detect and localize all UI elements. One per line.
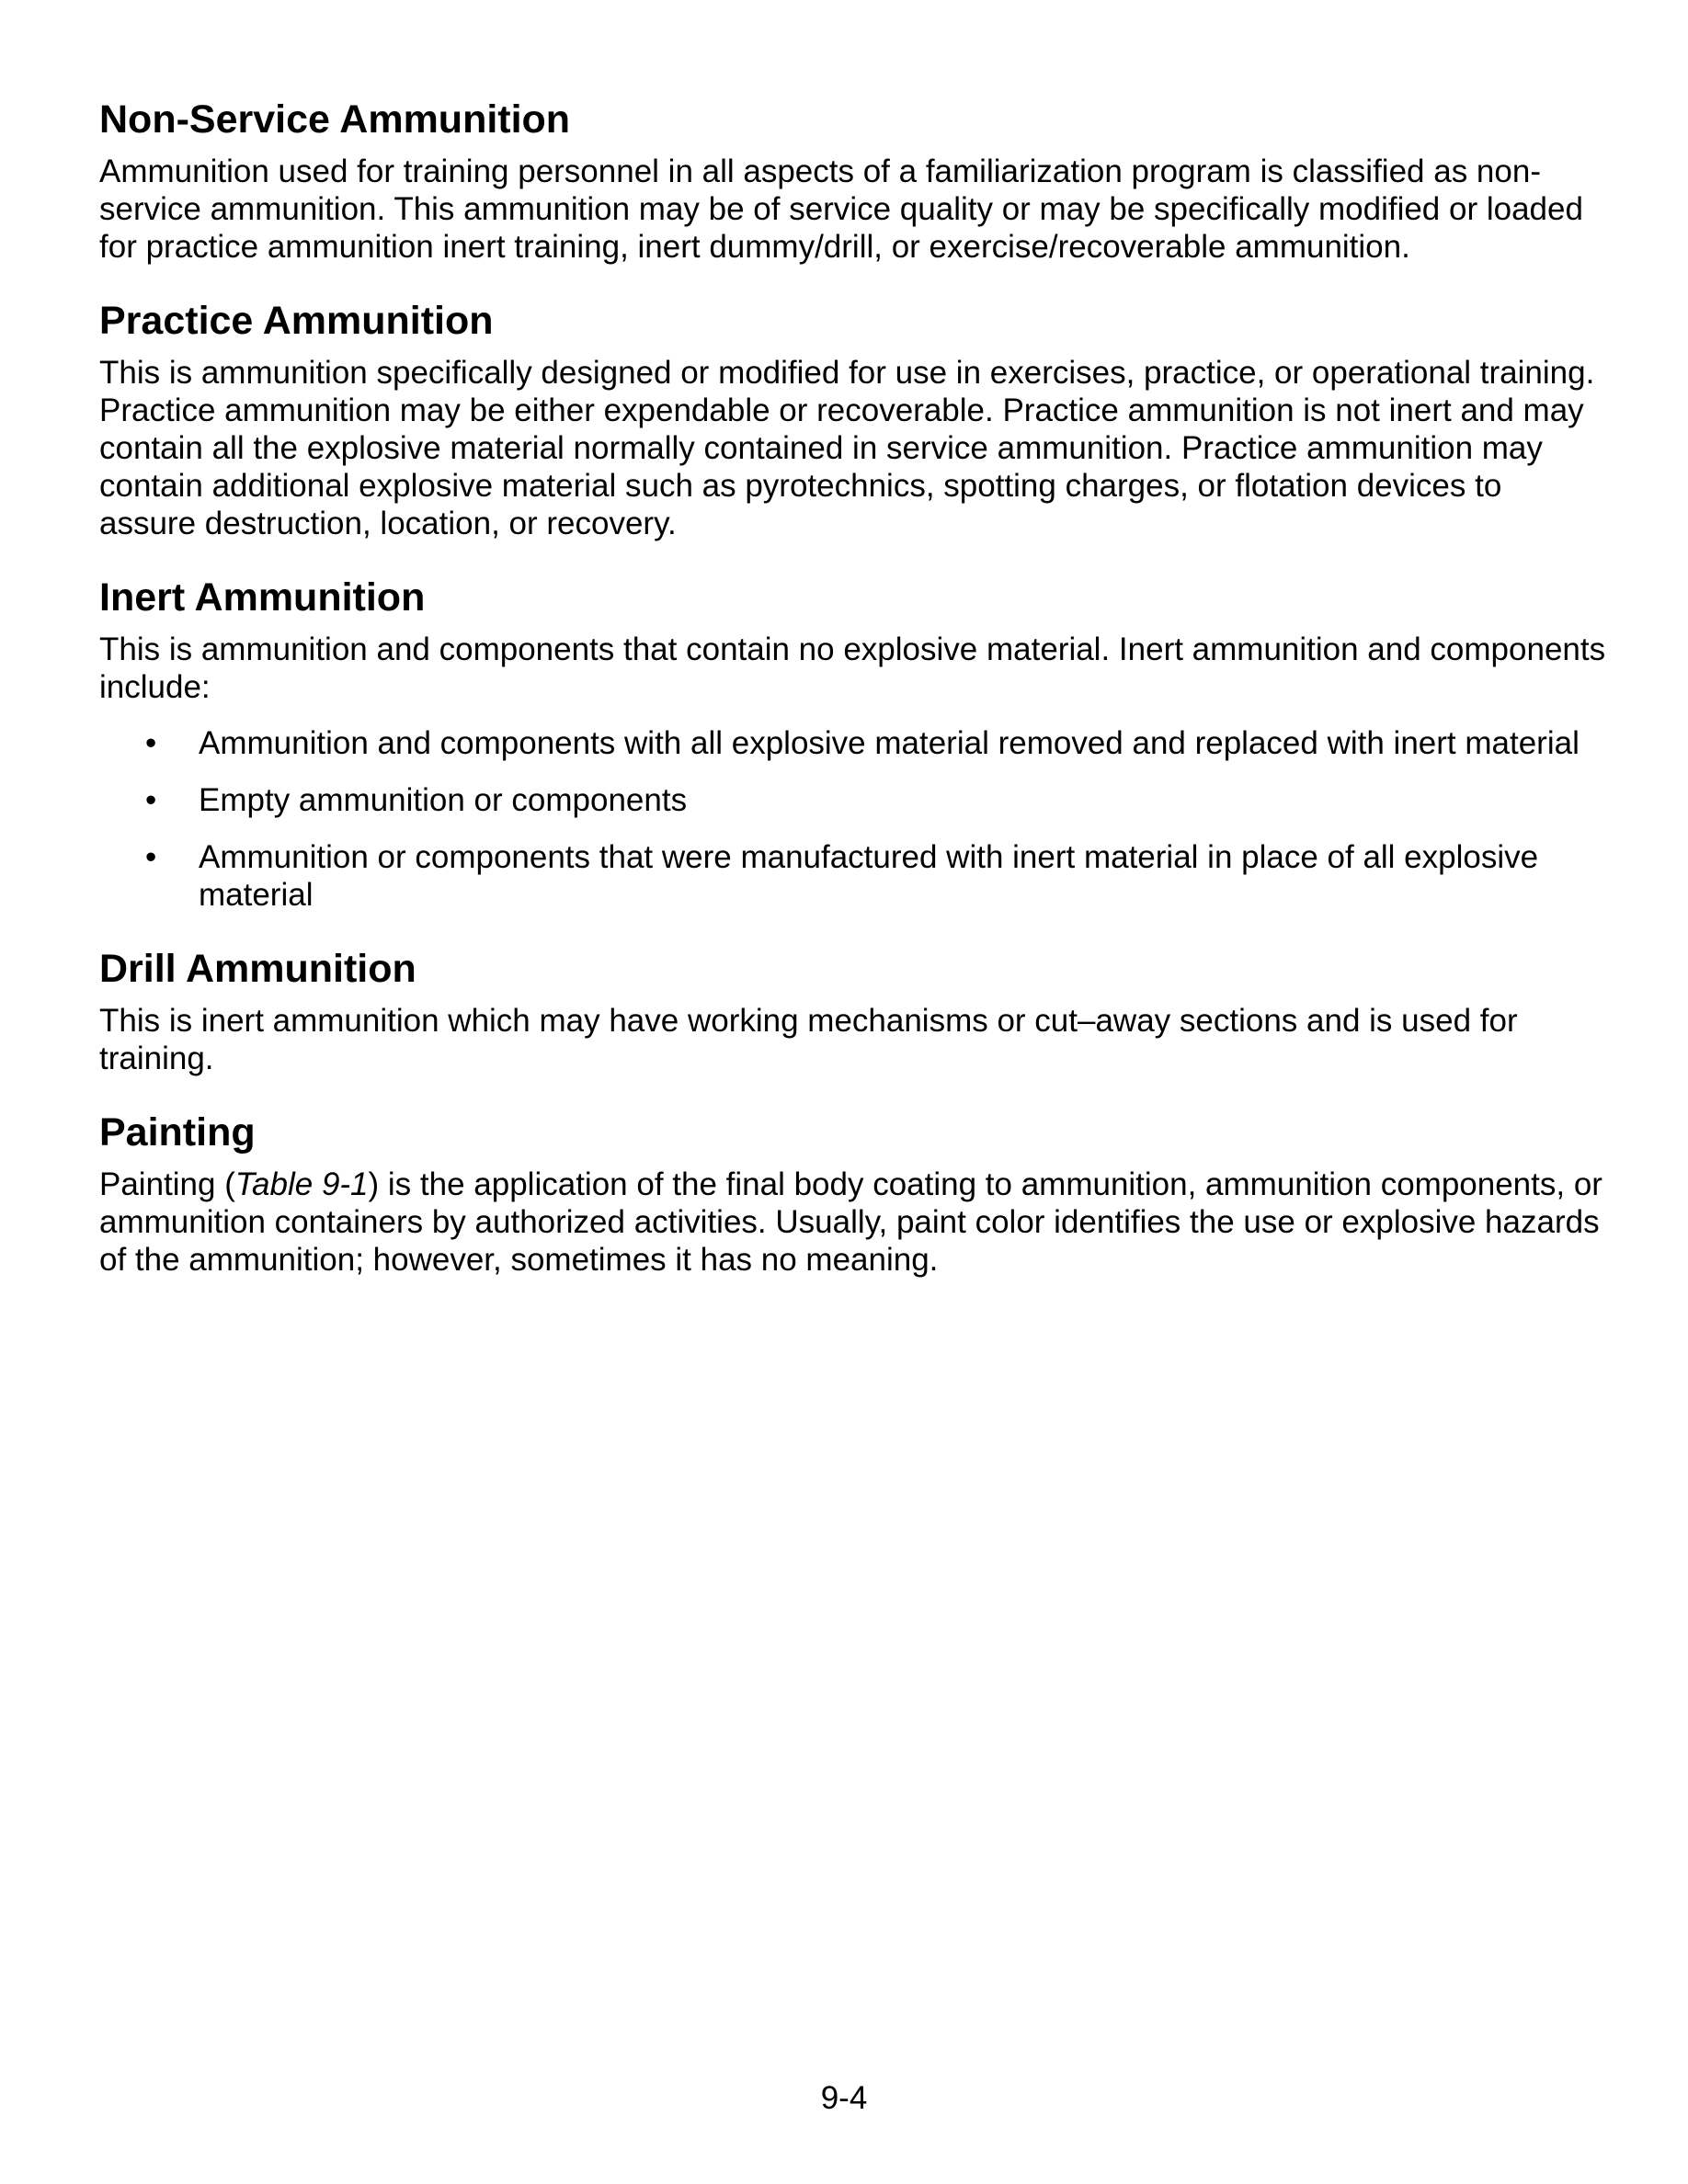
inert-ammunition-list [99, 724, 1607, 914]
bullet-icon: • [145, 839, 157, 875]
list-item-text: Ammunition and components with all explosive material removed and replaced with inert material [199, 725, 1580, 761]
painting-text-after: ) is the application of the final body coating to ammunition, ammunition components, or ammunition containers by authorized activities. Usually, paint color identifies the use or explosive hazards of the ammunition; however, sometimes it has no meaning. [99, 1166, 1602, 1278]
list-item [99, 724, 1607, 762]
heading-practice-ammunition: Practice Ammunition [99, 299, 494, 343]
list-item-text: Ammunition or components that were manufactured with inert material in place of all explosive material [199, 839, 1539, 913]
paragraph-inert-ammunition: This is ammunition and components that contain no explosive material. Inert ammunition and components include: [99, 631, 1606, 705]
list-item [99, 838, 1607, 914]
table-reference: Table 9-1 [234, 1166, 369, 1202]
heading-drill-ammunition: Drill Ammunition [99, 947, 416, 991]
heading-inert-ammunition: Inert Ammunition [99, 575, 426, 620]
paragraph-drill-ammunition: This is inert ammunition which may have working mechanisms or cut–away sections and is used for training. [99, 1003, 1518, 1076]
painting-text-before: Painting ( [99, 1166, 235, 1202]
page-number: 9-4 [820, 2080, 868, 2116]
paragraph-painting [99, 1166, 1607, 1279]
heading-non-service-ammunition: Non-Service Ammunition [99, 97, 571, 142]
paragraph-practice-ammunition: This is ammunition specifically designed or modified for use in exercises, practice, or operational training. Practice ammunition may be either expendable or recoverable. Practice ammunition is not inert and may contain all the explosive material normally contained in service ammunition. Practice ammunition may contain additional explosive material such as pyrotechnics, spotting charges, or flotation devices to assure destruction, location, or recovery. [99, 355, 1595, 541]
bullet-icon: • [145, 725, 157, 761]
paragraph-non-service-ammunition: Ammunition used for training personnel in all aspects of a familiarization program is classified as non-service ammunition. This ammunition may be of service quality or may be specifically modified or loaded for practice ammunition inert training, inert dummy/drill, or exercise/recoverable ammunition. [99, 154, 1583, 265]
document-page [99, 96, 1607, 1310]
list-item [99, 781, 1607, 819]
heading-painting: Painting [99, 1110, 256, 1155]
list-item-text: Empty ammunition or components [199, 782, 688, 818]
bullet-icon: • [145, 782, 157, 818]
